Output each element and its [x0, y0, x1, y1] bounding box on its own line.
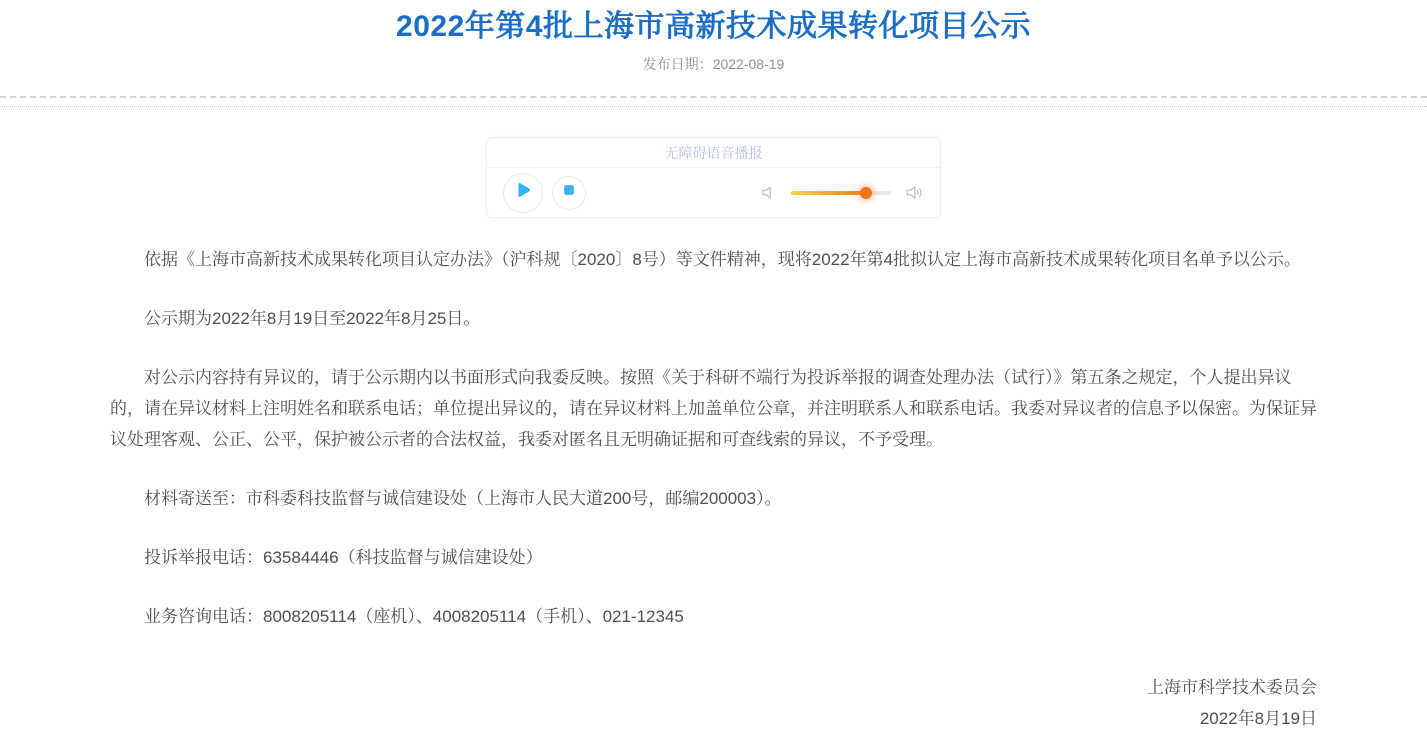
volume-high-icon[interactable] [905, 183, 924, 202]
volume-slider[interactable] [791, 191, 891, 195]
publish-date [0, 55, 1427, 73]
signature-org: 上海市科学技术委员会 [1147, 678, 1317, 697]
article-paragraph: 公示期为2022年8月19日至2022年8月25日。 [144, 309, 481, 328]
volume-control [760, 183, 924, 202]
page-title: 2022年第4批上海市高新技术成果转化项目公示 [396, 10, 1031, 43]
announcement-body [110, 244, 1317, 734]
stop-button[interactable] [552, 176, 586, 210]
signature-block [110, 672, 1317, 734]
accessibility-audio-player [486, 137, 941, 218]
play-icon [513, 180, 533, 205]
article-paragraph: 依据《上海市高新技术成果转化项目认定办法》（沪科规〔2020〕8号）等文件精神，现将2022年第4批拟认定上海市高新技术成果转化项目名单予以公示。 [144, 250, 1302, 269]
audio-player-controls [487, 168, 940, 217]
article-paragraph: 业务咨询电话：8008205114（座机）、4008205114（手机）、021-12345 [144, 607, 684, 626]
publish-date-label: 发布日期： [642, 56, 713, 72]
publish-date-value: 2022-08-19 [712, 56, 785, 72]
stop-icon [560, 181, 578, 204]
volume-low-icon[interactable] [760, 184, 777, 201]
dashed-divider [0, 96, 1427, 98]
article-paragraph: 材料寄送至：市科委科技监督与诚信建设处（上海市人民大道200号，邮编200003）。 [144, 489, 782, 508]
article-paragraph: 对公示内容持有异议的，请于公示期内以书面形式向我委反映。按照《关于科研不端行为投诉举报的调查处理办法（试行）》第五条之规定，个人提出异议的，请在异议材料上注明姓名和联系电话；单位提出异议的，请在异议材料上加盖单位公章，并注明联系人和联系电话。我委对异议者的信息予以保密。为保证异议处理客观、公正、公平，保护被公示者的合法权益，我委对匿名且无明确证据和可查线索的异议，不予受理。 [110, 368, 1317, 449]
volume-slider-handle[interactable] [860, 187, 872, 199]
dotted-divider [0, 106, 1427, 107]
article-paragraph: 投诉举报电话：63584446（科技监督与诚信建设处） [144, 548, 543, 567]
play-button[interactable] [503, 173, 543, 213]
signature-date: 2022年8月19日 [1199, 709, 1317, 728]
audio-player-title: 无障碍语音播报 [487, 138, 940, 168]
document-header [0, 0, 1427, 73]
